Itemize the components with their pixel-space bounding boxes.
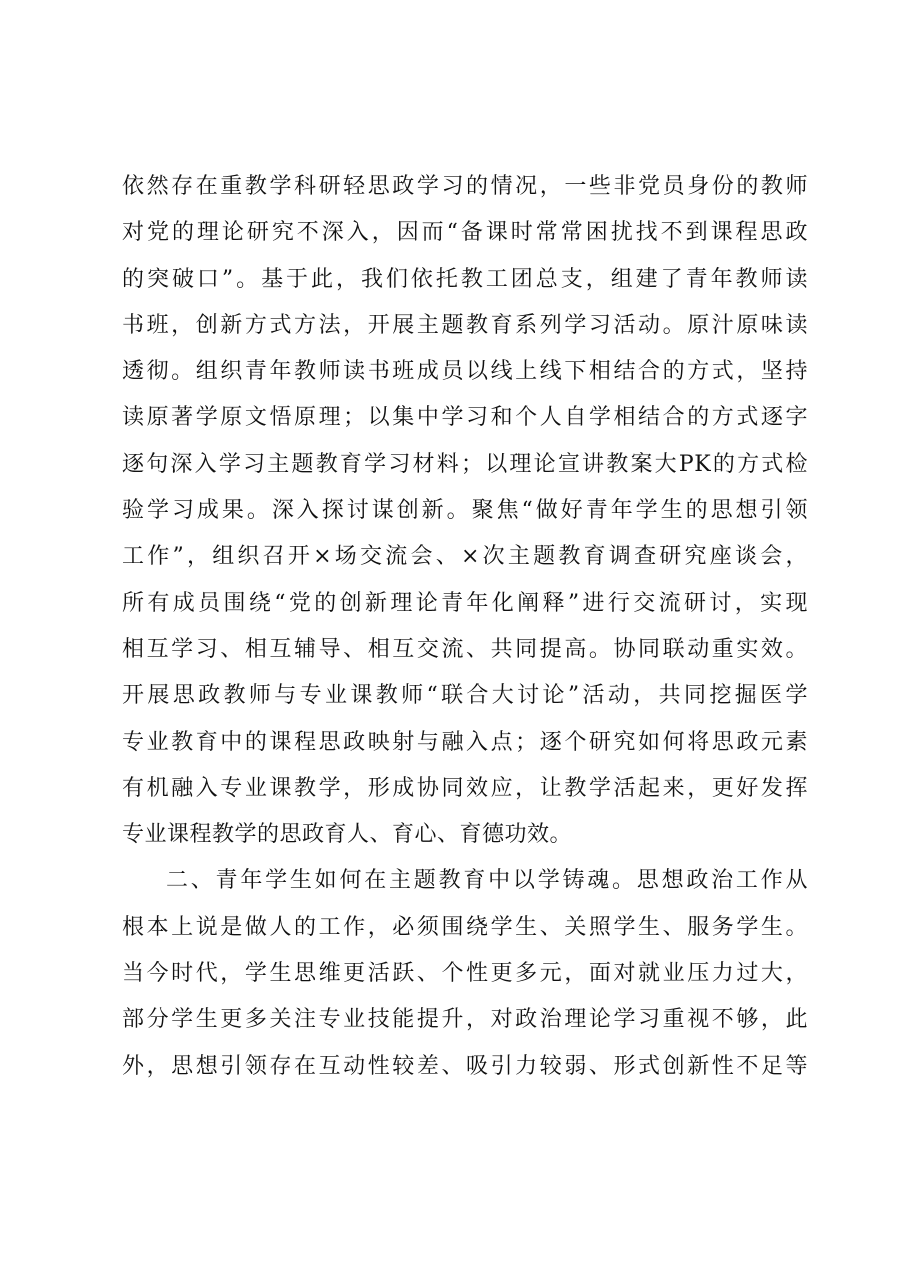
text-line: 开展思政教师与专业课教师“联合大讨论”活动，共同挖掘医学 [122,683,808,709]
text-line: 二、青年学生如何在主题教育中以学铸魂。思想政治工作从 [166,868,808,894]
paragraph-2 [122,858,808,1089]
text-line: 根本上说是做人的工作，必须围绕学生、关照学生、服务学生。 [122,914,808,940]
text-line: 相互学习、相互辅导、相互交流、共同提高。协同联动重实效。 [122,636,808,662]
text-line: 工作”，组织召开×场交流会、×次主题教育调查研究座谈会， [122,544,808,570]
text-line: 的突破口”。基于此，我们依托教工团总支，组建了青年教师读 [122,266,808,292]
document-body [122,164,808,1090]
text-line: 透彻。组织青年教师读书班成员以线上线下相结合的方式，坚持 [122,359,808,385]
text-line: 依然存在重教学科研轻思政学习的情况，一些非党员身份的教师 [122,174,808,199]
text-line: 有机融入专业课教学，形成协同效应，让教学活起来，更好发挥 [122,775,808,801]
paragraph-1 [122,164,808,858]
text-line: 对党的理论研究不深入，因而“备课时常常困扰找不到课程思政 [122,220,808,246]
text-line: 逐句深入学习主题教育学习材料；以理论宣讲教案大PK的方式检 [122,451,808,477]
text-line: 专业教育中的课程思政映射与融入点；逐个研究如何将思政元素 [122,729,808,755]
text-line: 当今时代，学生思维更活跃、个性更多元，面对就业压力过大， [122,961,808,987]
text-line: 专业课程教学的思政育人、育心、育德功效。 [122,822,573,848]
text-line: 书班，创新方式方法，开展主题教育系列学习活动。原汁原味读 [122,312,808,338]
text-line: 所有成员围绕“党的创新理论青年化阐释”进行交流研讨，实现 [122,590,808,616]
text-line: 验学习成果。深入探讨谋创新。聚焦“做好青年学生的思想引领 [122,498,808,524]
text-line: 读原著学原文悟原理；以集中学习和个人自学相结合的方式逐字 [122,405,808,431]
text-line: 部分学生更多关注专业技能提升，对政治理论学习重视不够，此 [122,1007,808,1033]
text-line: 外，思想引领存在互动性较差、吸引力较弱、形式创新性不足等 [122,1053,808,1079]
